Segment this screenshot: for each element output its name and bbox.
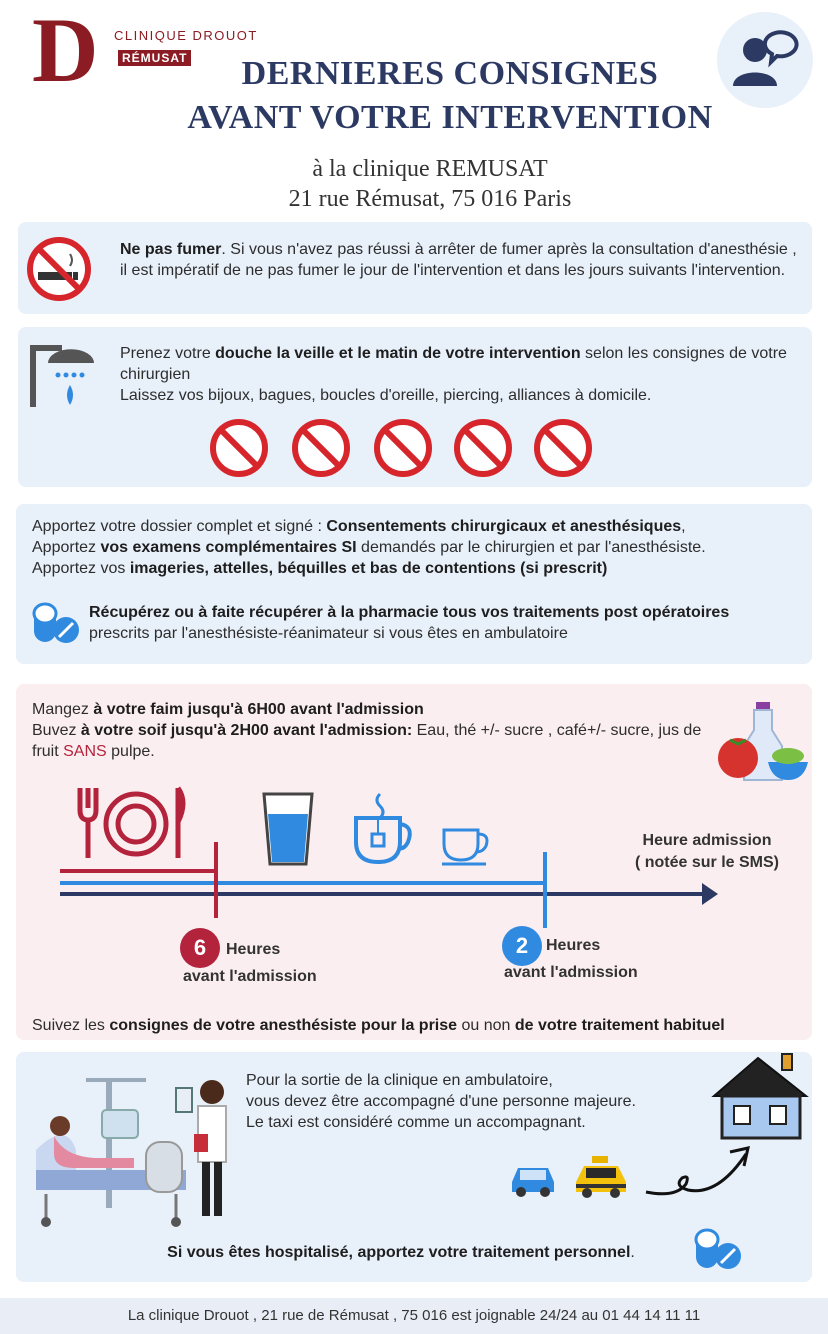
shower-panel [18, 327, 812, 487]
treat-pre: Suivez les [32, 1017, 110, 1034]
page-title-line1: DERNIERES CONSIGNES [241, 55, 659, 92]
food-icon [712, 696, 810, 786]
sans-word: SANS [63, 743, 107, 760]
pharmacy-body: prescrits par l'anesthésiste-réanimateur si vous êtes en ambulatoire [89, 625, 568, 642]
hospital-text [16, 1242, 786, 1263]
hospital-bed-icon [26, 1070, 246, 1230]
pill-icon [30, 600, 80, 646]
no-watch-icon [210, 419, 268, 477]
two-avant: avant l'admission [504, 964, 638, 981]
doc-l1-pre: Apportez votre dossier complet et signé : [32, 518, 327, 535]
arrow-to-home-icon [642, 1144, 752, 1204]
shower-pre: Prenez votre [120, 345, 216, 362]
discharge-text [246, 1070, 716, 1133]
shower-text [120, 343, 804, 406]
documents-panel [16, 504, 812, 664]
subtitle-line2: 21 rue Rémusat, 75 016 Paris [288, 186, 572, 212]
treat-bold2: de votre traitement habituel [514, 1017, 725, 1034]
smoking-bold: Ne pas fumer [120, 241, 222, 258]
no-earring-icon [534, 419, 592, 477]
doc-l2-post: demandés par le chirurgien et par l'anesthésiste. [356, 539, 706, 556]
footer [0, 1298, 828, 1334]
page-title-line2: AVANT VOTRE INTERVENTION [187, 99, 713, 136]
timeline-arrow-icon [702, 883, 718, 905]
drink-post: Eau, thé +/- sucre , café+/- sucre, jus de fruit [32, 722, 702, 760]
discharge-panel [16, 1052, 812, 1282]
eat-bold: à votre faim jusqu'à 6H00 avant l'admission [93, 701, 424, 718]
hospital-end: . [630, 1244, 635, 1261]
shower-bold: douche la veille et le matin de votre intervention [215, 345, 581, 362]
treat-bold1: consignes de votre anesthésiste pour la prise [109, 1017, 458, 1034]
admission-line2: ( notée sur le SMS) [634, 854, 780, 871]
pharmacy-bold: Récupérez ou à faite récupérer à la pharmacie tous vos traitements post opératoires [89, 604, 730, 621]
hospital-bold: Si vous êtes hospitalisé, apportez votre traitement personnel [167, 1244, 631, 1261]
shower-post: selon les consignes de votre chirurgien [120, 345, 787, 383]
shower-line2: Laissez vos bijoux, bagues, boucles d'oreille, piercing, alliances à domicile. [120, 387, 652, 404]
discharge-l2: vous devez être accompagné d'une personne majeure. [246, 1093, 636, 1110]
water-glass-icon [260, 790, 316, 868]
no-smoking-icon [26, 236, 92, 302]
fasting-text [32, 699, 722, 762]
discharge-l3: Le taxi est considéré comme un accompagnant. [246, 1114, 586, 1131]
six-hour-marker [214, 842, 218, 918]
logo-line1: CLINIQUE DROUOT [114, 28, 258, 43]
two-hour-marker [543, 852, 547, 928]
coffee-cup-icon [440, 824, 492, 870]
no-piercing-icon [374, 419, 432, 477]
doc-l2-pre: Apportez [32, 539, 101, 556]
tea-cup-icon [350, 790, 416, 866]
no-lip-piercing-icon [454, 419, 512, 477]
eat-pre: Mangez [32, 701, 94, 718]
pill-icon-2 [692, 1226, 742, 1272]
drink-pre: Buvez [32, 722, 81, 739]
treatment-text [32, 1015, 808, 1036]
doc-l1-bold: Consentements chirurgicaux et anesthésiques [326, 518, 682, 535]
smoking-body: . Si vous n'avez pas réussi à arrêter de fumer après la consultation d'anesthésie , il est impératif de ne pas fumer le jour de l'intervention et dans les jours suivants l'intervention. [120, 241, 797, 279]
plate-icon [74, 784, 190, 860]
shower-icon [26, 341, 100, 411]
pulpe-word: pulpe. [106, 743, 155, 760]
six-avant: avant l'admission [183, 968, 317, 985]
timeline-navy-line [60, 892, 704, 896]
two-heures: Heures [546, 937, 601, 954]
no-necklace-icon [292, 419, 350, 477]
admission-line1: Heure admission [642, 832, 772, 849]
logo-letter: D [32, 0, 99, 101]
doc-l3-bold: imageries, attelles, béquilles et bas de contentions (si prescrit) [129, 560, 608, 577]
documents-text [32, 516, 802, 579]
smoking-panel [18, 222, 812, 314]
subtitle-line1: à la clinique REMUSAT [312, 156, 548, 182]
logo-line2: RÉMUSAT [118, 50, 191, 66]
fasting-panel [16, 684, 812, 1040]
timeline-red-line [60, 869, 216, 873]
doc-l3-pre: Apportez vos [32, 560, 130, 577]
pharmacy-text [89, 602, 799, 644]
treat-mid: ou non [457, 1017, 515, 1034]
house-icon [708, 1052, 812, 1144]
admission-label [622, 830, 792, 874]
six-heures: Heures [226, 941, 281, 958]
drink-bold: à votre soif jusqu'à 2H00 avant l'admission: [80, 722, 413, 739]
six-badge: 6 [180, 928, 220, 968]
timeline-blue-line [60, 881, 544, 885]
footer-text: La clinique Drouot , 21 rue de Rémusat , 75 016 est joignable 24/24 au 01 44 14 11 11 [127, 1307, 701, 1324]
car-icon [508, 1158, 558, 1198]
taxi-icon [572, 1154, 630, 1200]
doc-l1-post: , [681, 518, 686, 535]
doc-l2-bold: vos examens complémentaires SI [100, 539, 357, 556]
two-badge: 2 [502, 926, 542, 966]
discharge-l1: Pour la sortie de la clinique en ambulatoire, [246, 1072, 553, 1089]
smoking-text [120, 239, 800, 281]
